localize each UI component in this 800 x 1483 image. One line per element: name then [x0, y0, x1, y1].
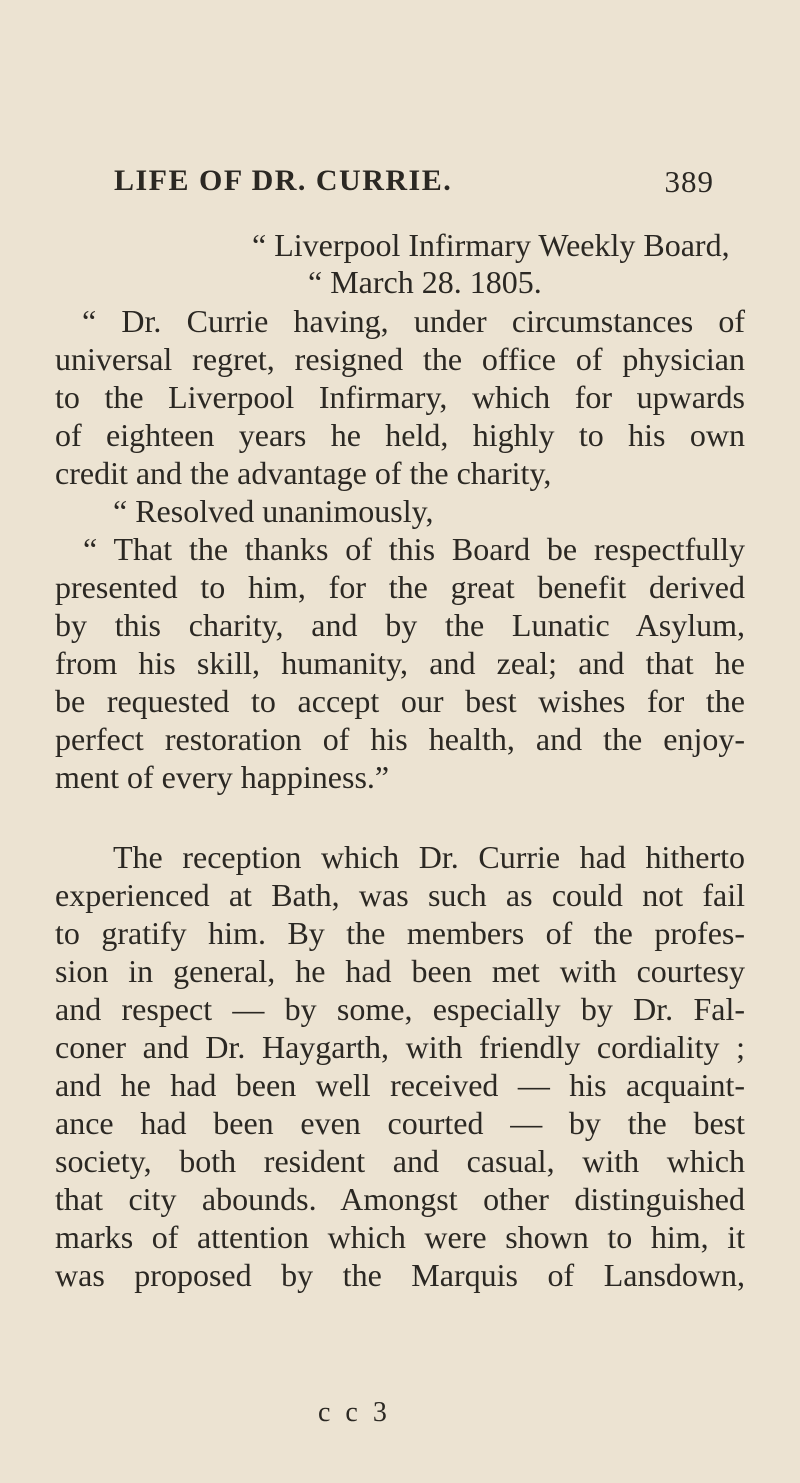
text-line: “ That the thanks of this Board be respectfully — [83, 531, 745, 567]
text-line: that city abounds. Amongst other distinguished — [55, 1181, 745, 1217]
page-number: 389 — [664, 164, 714, 199]
text-line: sion in general, he had been met with courtesy — [55, 953, 745, 989]
text-line: universal regret, resigned the office of physician — [55, 341, 745, 377]
signature-mark: c c 3 — [318, 1397, 391, 1428]
text-line: of eighteen years he held, highly to his own — [55, 417, 745, 453]
page-header — [114, 164, 714, 204]
text-line: and he had been well received — his acquaint- — [55, 1067, 745, 1103]
text-line: credit and the advantage of the charity, — [55, 455, 552, 491]
text-line: was proposed by the Marquis of Lansdown, — [55, 1257, 745, 1293]
text-line: “ Dr. Currie having, under circumstances of — [82, 303, 745, 339]
text-line: ment of every happiness.” — [55, 759, 390, 795]
text-line: to gratify him. By the members of the profes- — [55, 915, 745, 951]
text-line: by this charity, and by the Lunatic Asylum, — [55, 607, 745, 643]
text-line: society, both resident and casual, with which — [55, 1143, 745, 1179]
running-head: LIFE OF DR. CURRIE. — [114, 164, 453, 197]
text-line: “ Liverpool Infirmary Weekly Board, — [252, 227, 730, 263]
text-line: experienced at Bath, was such as could not fail — [55, 877, 745, 913]
text-line: “ March 28. 1805. — [308, 264, 542, 300]
text-line: and respect — by some, especially by Dr. Fal- — [55, 991, 745, 1027]
text-line: from his skill, humanity, and zeal; and that he — [55, 645, 745, 681]
text-line: ance had been even courted — by the best — [55, 1105, 745, 1141]
text-line: presented to him, for the great benefit derived — [55, 569, 745, 605]
text-line: coner and Dr. Haygarth, with friendly cordiality ; — [55, 1029, 745, 1065]
text-line: perfect restoration of his health, and the enjoy- — [55, 721, 745, 757]
text-line: be requested to accept our best wishes for the — [55, 683, 745, 719]
text-line: “ Resolved unanimously, — [113, 493, 434, 529]
text-line: marks of attention which were shown to him, it — [55, 1219, 745, 1255]
text-line: to the Liverpool Infirmary, which for upwards — [55, 379, 745, 415]
text-line: The reception which Dr. Currie had hitherto — [113, 839, 745, 875]
